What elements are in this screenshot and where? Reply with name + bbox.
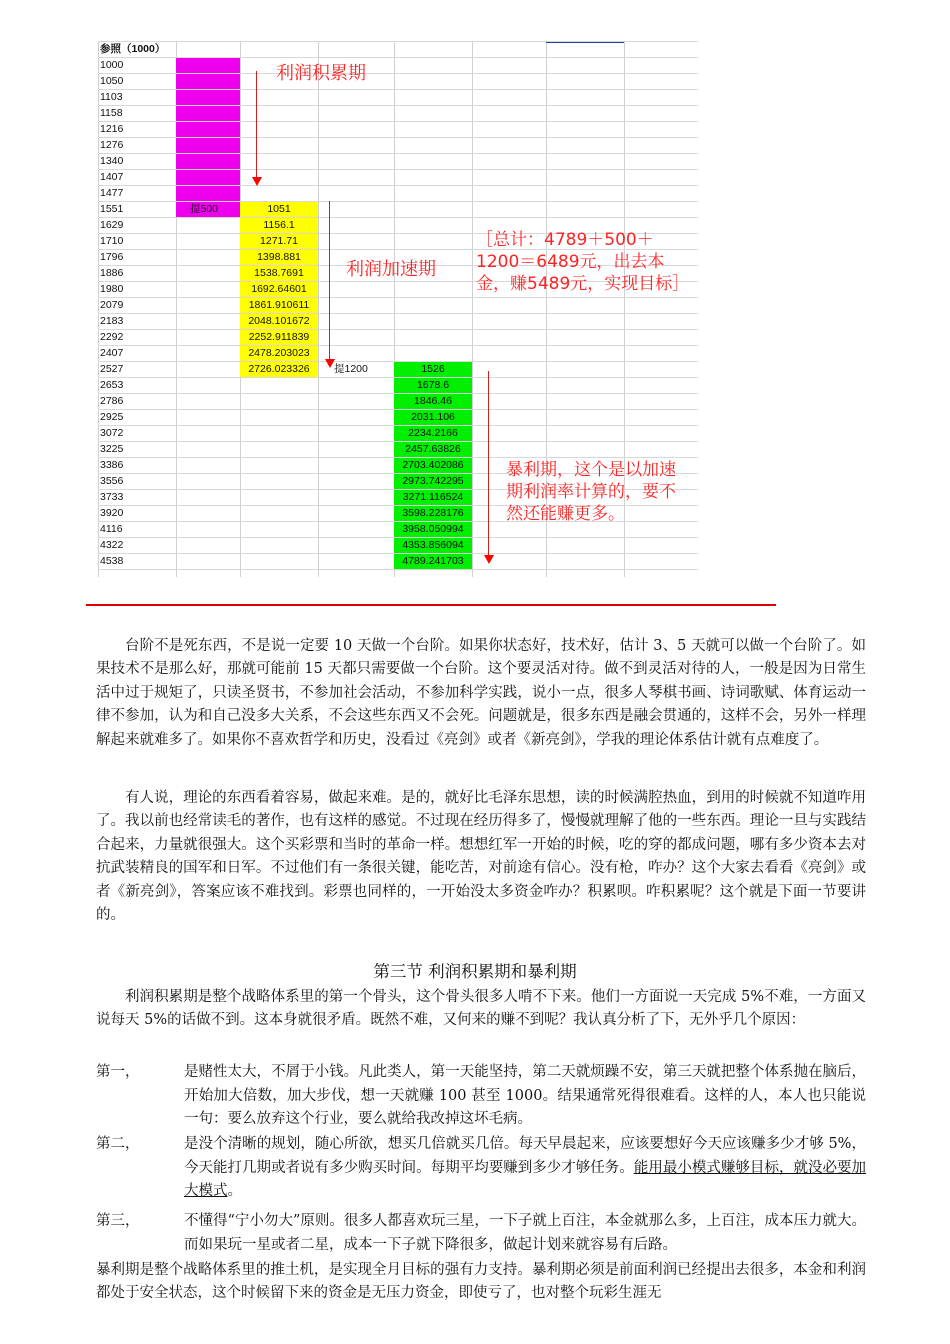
cell: 1398.881 — [257, 251, 301, 263]
cell: 1551 — [100, 203, 124, 215]
cell: 3072 — [100, 427, 124, 439]
cell: 1050 — [100, 75, 124, 87]
withdraw-1200: 提1200 — [334, 363, 368, 375]
cell: 1796 — [100, 251, 124, 263]
paragraph-1: 台阶不是死东西，不是说一定要 10 天做一个台阶。如果你状态好，技术好，估计 3、5 天就可以做一个台阶了。如果技术不是那么好，那就可能前 15 天都只需要做一个台阶。这个要灵活对待。做不到灵活对待的人，一般是因为日常生活中过于规矩了，只读圣贤书，不参加社会活动，不参加科学实践，说小一点，很多人琴棋书画、诗词歌赋、体育运动一律不参加，认为和自己没多大关系，不会这些东西又不会死。问题就是，很多东西是融会贯通的，这样不会，另外一样理解起来就难多了。如果你不喜欢哲学和历史，没看过《亮剑》或者《新亮剑》，学我的理论体系估计就有点难度了。 — [96, 638, 866, 748]
grid-line — [98, 297, 698, 298]
list-item-text-main: 是没个清晰的规划，随心所欲，想买几倍就买几倍。每天早晨起来，应该要想好今天应该赚多少才够 5%，今天能打几期或者说有多少购买时间。每期平均要赚到多少才够任务。 — [184, 1136, 866, 1176]
grid-line — [98, 73, 698, 74]
cell: 1276 — [100, 139, 124, 151]
grid-line — [98, 89, 698, 90]
cell: 2726.023326 — [248, 363, 310, 375]
cell: 1051 — [267, 203, 291, 215]
list-item-text: 不懂得“宁小勿大”原则。很多人都喜欢玩三星，一下子就上百注，本金就那么多，上百注，成本压力就大。而如果玩一星或者二星，成本一下子就下降很多，做起计划来就容易有后路。 — [184, 1213, 866, 1253]
cell: 4116 — [100, 523, 123, 535]
cell: 3958.050994 — [402, 523, 464, 535]
cell: 3920 — [100, 507, 124, 519]
withdraw-500: 提500 — [190, 203, 219, 215]
separator-line — [86, 604, 776, 606]
arrow-down-icon — [325, 359, 335, 368]
grid-line — [98, 137, 698, 138]
cell: 4538 — [100, 555, 124, 567]
cell: 3225 — [100, 443, 124, 455]
cell: 1103 — [100, 91, 123, 103]
grid-line — [98, 57, 698, 58]
cell: 1158 — [100, 107, 123, 119]
list-item — [96, 1210, 866, 1257]
cell: 2031.106 — [411, 411, 455, 423]
grid-line — [98, 121, 698, 122]
windfall-note: 暴利期，这个是以加速期利润率计算的，要不然还能赚更多。 — [506, 460, 676, 524]
paragraph-2: 有人说，理论的东西看着容易，做起来难。是的，就好比毛泽东思想，读的时候满腔热血，到用的时候就不知道咋用了。我以前也经常读毛的著作，也有这样的感觉。不过现在经历得多了，慢慢就理解了他的一些东西。理论一旦与实践结合起来，力量就很强大。这个买彩票和当时的革命一样。想想红军一开始的时候，吃的穿的都成问题，哪有多少资本去对抗武装精良的国军和日军。不过他们有一条很关键，能吃苦，对前途有信心。没有枪，咋办？这个大家去看看《亮剑》或者《新亮剑》，答案应该不难找到。彩票也同样的，一开始没太多资金咋办？积累呗。咋积累呢？这个就是下面一节要讲的。 — [96, 790, 866, 924]
cell: 3386 — [100, 459, 124, 471]
cell: 2527 — [100, 363, 124, 375]
cell: 3271.116524 — [402, 491, 464, 503]
paragraph-3: 利润积累期是整个战略体系里的第一个骨头，这个骨头很多人啃不下来。他们一方面说一天完成 5%不难，一方面又说每天 5%的话做不到。这本身就很矛盾。既然不难，又何来的赚不到呢？我认真分析了下，无外乎几个原因： — [96, 989, 866, 1029]
grid-line — [98, 313, 698, 314]
grid-line — [98, 41, 698, 42]
cell: 2048.101672 — [248, 315, 310, 327]
cell: 1678.6 — [416, 379, 450, 391]
cell: 1861.910611 — [248, 299, 310, 311]
grid-line — [98, 217, 698, 218]
cell: 1340 — [100, 155, 124, 167]
cell: 2252.911839 — [248, 331, 310, 343]
cell: 3733 — [100, 491, 124, 503]
arrow-line — [488, 371, 489, 557]
list-item-text: 是赌性太大，不屑于小钱。凡此类人，第一天能坚持，第二天就烦躁不安，第三天就把整个体系抛在脑后，开始加大倍数，加大步伐，想一天就赚 100 甚至 1000。结果通常死得很难看。这样的人，本人也只能说一句：要么放弃这个行业，要么就给我改掉这坏毛病。 — [184, 1064, 866, 1127]
list-item-number: 第三， — [96, 1213, 140, 1229]
cell: 2292 — [100, 331, 124, 343]
total-note: ［总计：4789＋500＋1200＝6489元，出去本金，赚5489元，实现目标］ — [476, 230, 690, 294]
cell: 1526 — [421, 363, 445, 375]
cell: 1538.7691 — [254, 267, 304, 279]
grid-line — [98, 345, 698, 346]
accumulation-label: 利润积累期 — [276, 63, 366, 84]
cell: 4353.856094 — [402, 539, 464, 551]
list-item-text-end: 。 — [227, 1183, 242, 1199]
cell: 2183 — [100, 315, 124, 327]
list-item-number: 第二， — [96, 1136, 140, 1152]
grid-line — [98, 329, 698, 330]
cell: 1692.64601 — [251, 283, 307, 295]
list-item-number: 第一， — [96, 1064, 140, 1080]
grid-line — [98, 105, 698, 106]
cell: 1629 — [100, 219, 124, 231]
underlined-text: 能用最小模式赚够目标，就没必要加大模式 — [184, 1159, 867, 1199]
arrow-down-icon — [252, 177, 262, 186]
cell: 2079 — [100, 299, 124, 311]
grid-line — [98, 153, 698, 154]
cell: 2478.203023 — [248, 347, 310, 359]
cell: 3556 — [100, 475, 124, 487]
arrow-line — [256, 71, 257, 179]
acceleration-label: 利润加速期 — [346, 259, 436, 280]
grid-line — [98, 169, 698, 170]
arrow-down-icon — [484, 555, 494, 564]
grid-line — [98, 569, 698, 570]
cell: 2234.2166 — [408, 427, 458, 439]
cell: 1156.1 — [263, 219, 295, 231]
cell: 1477 — [100, 187, 124, 199]
cell: 2703.402086 — [402, 459, 464, 471]
cell: 4322 — [100, 539, 124, 551]
cell: 2973.742295 — [402, 475, 464, 487]
sheet-header: 参照（1000） — [100, 43, 166, 55]
list-item — [96, 1133, 866, 1204]
cell: 2457.63826 — [405, 443, 461, 455]
section-title: 第三节 利润积累期和暴利期 — [373, 962, 577, 981]
grid-line — [98, 201, 698, 202]
grid-line — [98, 185, 698, 186]
cell: 1846.46 — [414, 395, 452, 407]
spreadsheet — [98, 41, 698, 577]
cell: 1000 — [100, 59, 124, 71]
paragraph-4: 暴利期是整个战略体系里的推土机，是实现全月目标的强有力支持。暴利期必须是前面利润已经提出去很多，本金和利润都处于安全状态，这个时候留下来的资金是无压力资金，即使亏了，也对整个玩彩生涯无 — [96, 1262, 866, 1302]
arrow-line — [329, 201, 330, 363]
cell: 3598.228176 — [402, 507, 464, 519]
cell: 4789.241703 — [402, 555, 464, 567]
cell: 1710 — [100, 235, 124, 247]
cell: 2653 — [100, 379, 124, 391]
cell: 1886 — [100, 267, 124, 279]
cell: 1271.71 — [260, 235, 298, 247]
list-item — [96, 1061, 866, 1132]
cell: 2786 — [100, 395, 124, 407]
list-item-text — [184, 1133, 866, 1204]
cell: 2407 — [100, 347, 124, 359]
cell: 1216 — [100, 123, 124, 135]
cell: 2925 — [100, 411, 124, 423]
cell: 1980 — [100, 283, 124, 295]
cell: 1407 — [100, 171, 124, 183]
